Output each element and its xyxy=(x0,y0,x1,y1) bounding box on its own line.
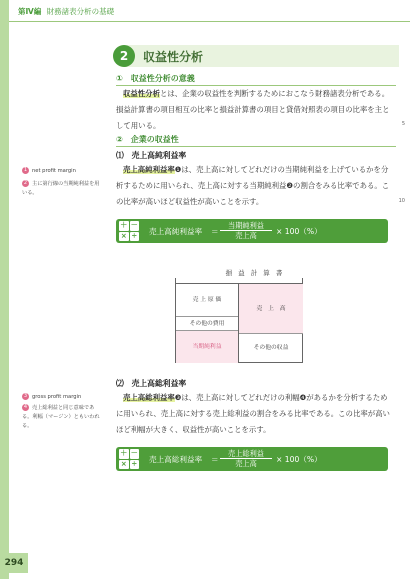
part-label: 第Ⅳ編 xyxy=(18,7,42,16)
page-number: 294 xyxy=(0,553,28,573)
arithmetic-ops-icon: ＋ － × ÷ xyxy=(120,449,138,468)
formula-denominator: 売上高 xyxy=(235,459,257,468)
section-heading xyxy=(113,45,399,67)
formula-fraction xyxy=(220,221,272,241)
formula-equals: ＝ xyxy=(211,455,219,464)
paragraph-significance: 収益性分析とは、企業の収益性を判断するためにおこなう財務諸表分析である。損益計算書の項目相互の比率と損益計算書の項目と貸借対照表の項目の比率を主として用いる。 xyxy=(116,89,390,130)
pl-net-income: 当期純利益 xyxy=(176,331,238,363)
term-net-profit-margin: 売上高純利益率 xyxy=(123,165,175,174)
line-number-5: 5 xyxy=(401,121,405,127)
paragraph-net-profit-margin: 売上高純利益率❶は、売上高に対してどれだけの当期純利益を上げているかを分析するために用いられ、売上高に対する当期純利益❷の割合をみる比率である。この比率が高いほど収益性が高いことを示す。 xyxy=(116,165,390,206)
note-marker: 1 xyxy=(23,167,28,173)
arithmetic-ops-icon: ＋ － × ÷ xyxy=(120,221,138,240)
formula-equals: ＝ xyxy=(211,227,219,236)
formula-lhs: 売上高総利益率 xyxy=(149,455,203,464)
section-number: 2 xyxy=(113,45,135,67)
formula-fraction xyxy=(220,449,272,469)
side-note-1: 1 net profit margin xyxy=(23,167,76,174)
note-marker: 3 xyxy=(23,393,28,399)
side-note-4: 4 売上総利益と同じ意味である。利幅（マージン）ともいわれる。 xyxy=(22,404,100,429)
pl-other-expenses: その他の費用 xyxy=(176,317,238,331)
formula-net-profit-margin xyxy=(116,219,388,243)
side-note-2: 2 主に第行線の当期純利益を用いる。 xyxy=(22,180,100,196)
pl-cost-of-sales: 売 上 原 価 xyxy=(176,284,238,317)
term-gross-profit-margin: 売上高総利益率 xyxy=(123,393,175,402)
formula-gross-profit-margin xyxy=(116,447,388,471)
pl-statement-diagram xyxy=(175,283,303,363)
formula-rhs: × 100（%） xyxy=(276,227,322,236)
formula-lhs: 売上高純利益率 xyxy=(149,227,203,236)
term-profitability-analysis: 収益性分析 xyxy=(123,89,160,98)
side-note-3: 3 gross profit margin xyxy=(23,393,82,400)
section-title: 収益性分析 xyxy=(143,50,204,64)
pl-statement-title: 損 益 計 算 書 xyxy=(225,269,285,277)
formula-numerator: 当期純利益 xyxy=(220,221,272,231)
item-gross-profit-margin: ⑵ 売上高総利益率 xyxy=(116,379,187,388)
pl-other-revenue: その他の収益 xyxy=(253,345,289,351)
header-rule xyxy=(9,21,410,22)
subheading-rule xyxy=(116,146,396,147)
paragraph-gross-profit-margin: 売上高総利益率❸は、売上高に対してどれだけの利幅❹があるかを分析するために用いられ、売上高に対する売上総利益の割合をみる比率である。この比率が高いほど利幅が大きく、収益性が高いことを示す。 xyxy=(116,393,390,434)
formula-rhs: × 100（%） xyxy=(276,455,322,464)
formula-numerator: 売上総利益 xyxy=(220,449,272,459)
page-edge-band xyxy=(0,0,9,579)
line-number-10: 10 xyxy=(398,198,405,204)
pl-sales: 売 上 高 xyxy=(239,284,303,334)
note-marker: 2 xyxy=(23,180,28,186)
chapter-title: 財務諸表分析の基礎 xyxy=(46,7,115,16)
subheading-profitability: ② 企業の収益性 xyxy=(116,134,179,145)
formula-denominator: 売上高 xyxy=(235,231,257,240)
item-net-profit-margin: ⑴ 売上高純利益率 xyxy=(116,151,187,160)
subheading-significance: ① 収益性分析の意義 xyxy=(116,73,195,84)
note-marker: 4 xyxy=(23,404,28,410)
running-head xyxy=(18,6,114,17)
